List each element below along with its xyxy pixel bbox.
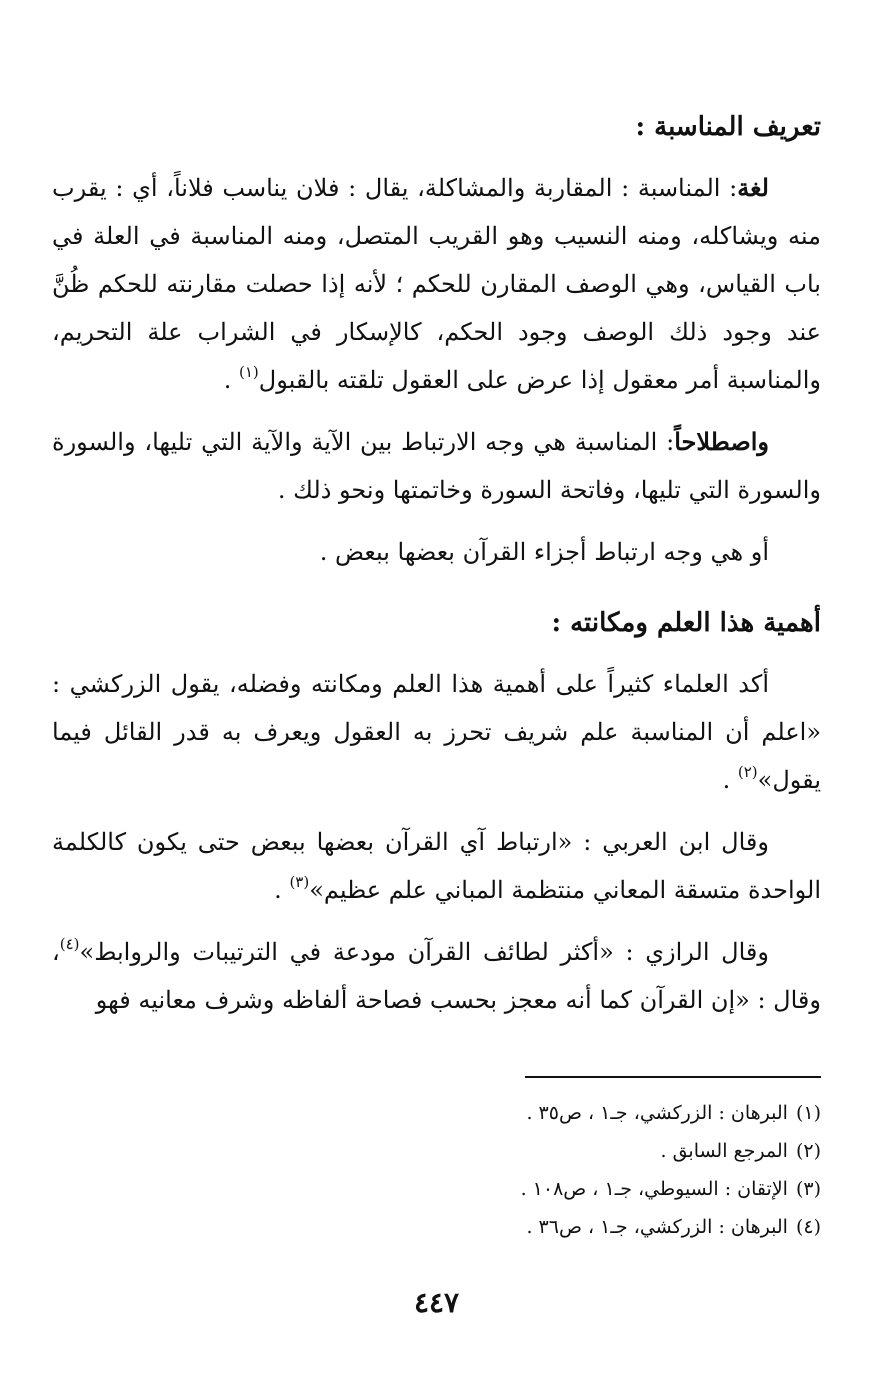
footnote-number: (٢) xyxy=(795,1140,821,1162)
footnote-ref-1[interactable]: (١) xyxy=(238,363,259,381)
spacer xyxy=(52,404,821,418)
page-number: ٤٤٧ xyxy=(413,1286,460,1319)
footnote-text: البرهان : الزركشي، جـ١ ، ص٣٥ . xyxy=(526,1102,788,1124)
paragraph-razi xyxy=(52,928,821,1024)
paragraph-istilahan-text: : المناسبة هي وجه الارتباط بين الآية والآية التي تليها، والسورة والسورة التي تليها، وفاتحة السورة وخاتمتها ونحو ذلك . xyxy=(52,428,821,504)
spacer xyxy=(52,914,821,928)
paragraph-zarkashi xyxy=(52,660,821,804)
spacer xyxy=(52,650,821,660)
section-title-importance: أهمية هذا العلم ومكانته : xyxy=(551,608,821,638)
section-title-definition: تعريف المناسبة : xyxy=(635,112,821,142)
footnote-item xyxy=(52,1094,821,1132)
paragraph-ibn-arabi-end: . xyxy=(274,876,290,904)
footnote-text: البرهان : الزركشي، جـ١ ، ص٣٦ . xyxy=(526,1216,788,1238)
spacer xyxy=(52,514,821,528)
footnote-item xyxy=(52,1208,821,1246)
footnote-ref-4[interactable]: (٤) xyxy=(59,935,80,953)
footnote-text: الإتقان : السيوطي، جـ١ ، ص١٠٨ . xyxy=(520,1178,788,1200)
footnote-item xyxy=(52,1170,821,1208)
paragraph-zarkashi-end: . xyxy=(722,766,738,794)
paragraph-ibn-arabi-text: وقال ابن العربي : «ارتباط آي القرآن بعضها ببعض حتى يكون كالكلمة الواحدة متسقة المعاني منتظمة المباني علم عظيم» xyxy=(52,828,821,904)
footnote-number: (٤) xyxy=(795,1216,821,1238)
footnote-number: (١) xyxy=(795,1102,821,1124)
paragraph-razi-text-2: ، وقال : «إن القرآن كما أنه معجز بحسب فصاحة ألفاظه وشرف معانيه فهو xyxy=(52,938,821,1014)
paragraph-istilahan xyxy=(52,418,821,514)
footnote-item xyxy=(52,1132,821,1170)
paragraph-lugha-end: . xyxy=(223,366,239,394)
spacer xyxy=(52,576,821,596)
paragraph-zarkashi-text: أكد العلماء كثيراً على أهمية هذا العلم ومكانته وفضله، يقول الزركشي : «اعلم أن المناسبة علم شريف تحرز به العقول ويعرف به قدر القائل فيما يقول» xyxy=(52,670,821,794)
spacer xyxy=(52,154,821,164)
paragraph-aw: أو هي وجه ارتباط أجزاء القرآن بعضها ببعض . xyxy=(319,538,769,566)
footnote-number: (٣) xyxy=(795,1178,821,1200)
term-lugha: لغة xyxy=(737,173,769,202)
footnote-text: المرجع السابق . xyxy=(660,1140,788,1162)
spacer xyxy=(52,804,821,818)
footnote-ref-3[interactable]: (٣) xyxy=(289,873,310,891)
term-istilahan: واصطلاحاً xyxy=(674,427,769,456)
paragraph-lugha-text: : المناسبة : المقاربة والمشاكلة، يقال : فلان يناسب فلاناً، أي : يقرب منه ويشاكله، ومنه النسيب وهو القريب المتصل، ومنه المناسبة في العلة في باب القياس، وهي الوصف المقارن للحكم ؛ لأنه إذا حصلت مقارنته للحكم ظُنَّ عند وجود ذلك الوصف وجود الحكم، كالإسكار في الشراب علة التحريم، والمناسبة أمر معقول إذا عرض على العقول تلقته بالقبول xyxy=(52,174,821,394)
paragraph-ibn-arabi xyxy=(52,818,821,914)
paragraph-razi-text-1: وقال الرازي : «أكثر لطائف القرآن مودعة في الترتيبات والروابط» xyxy=(79,938,769,966)
footnote-divider xyxy=(525,1076,821,1078)
paragraph-lugha xyxy=(52,164,821,404)
footnotes-list xyxy=(52,1094,821,1246)
footnote-ref-2[interactable]: (٢) xyxy=(737,763,758,781)
